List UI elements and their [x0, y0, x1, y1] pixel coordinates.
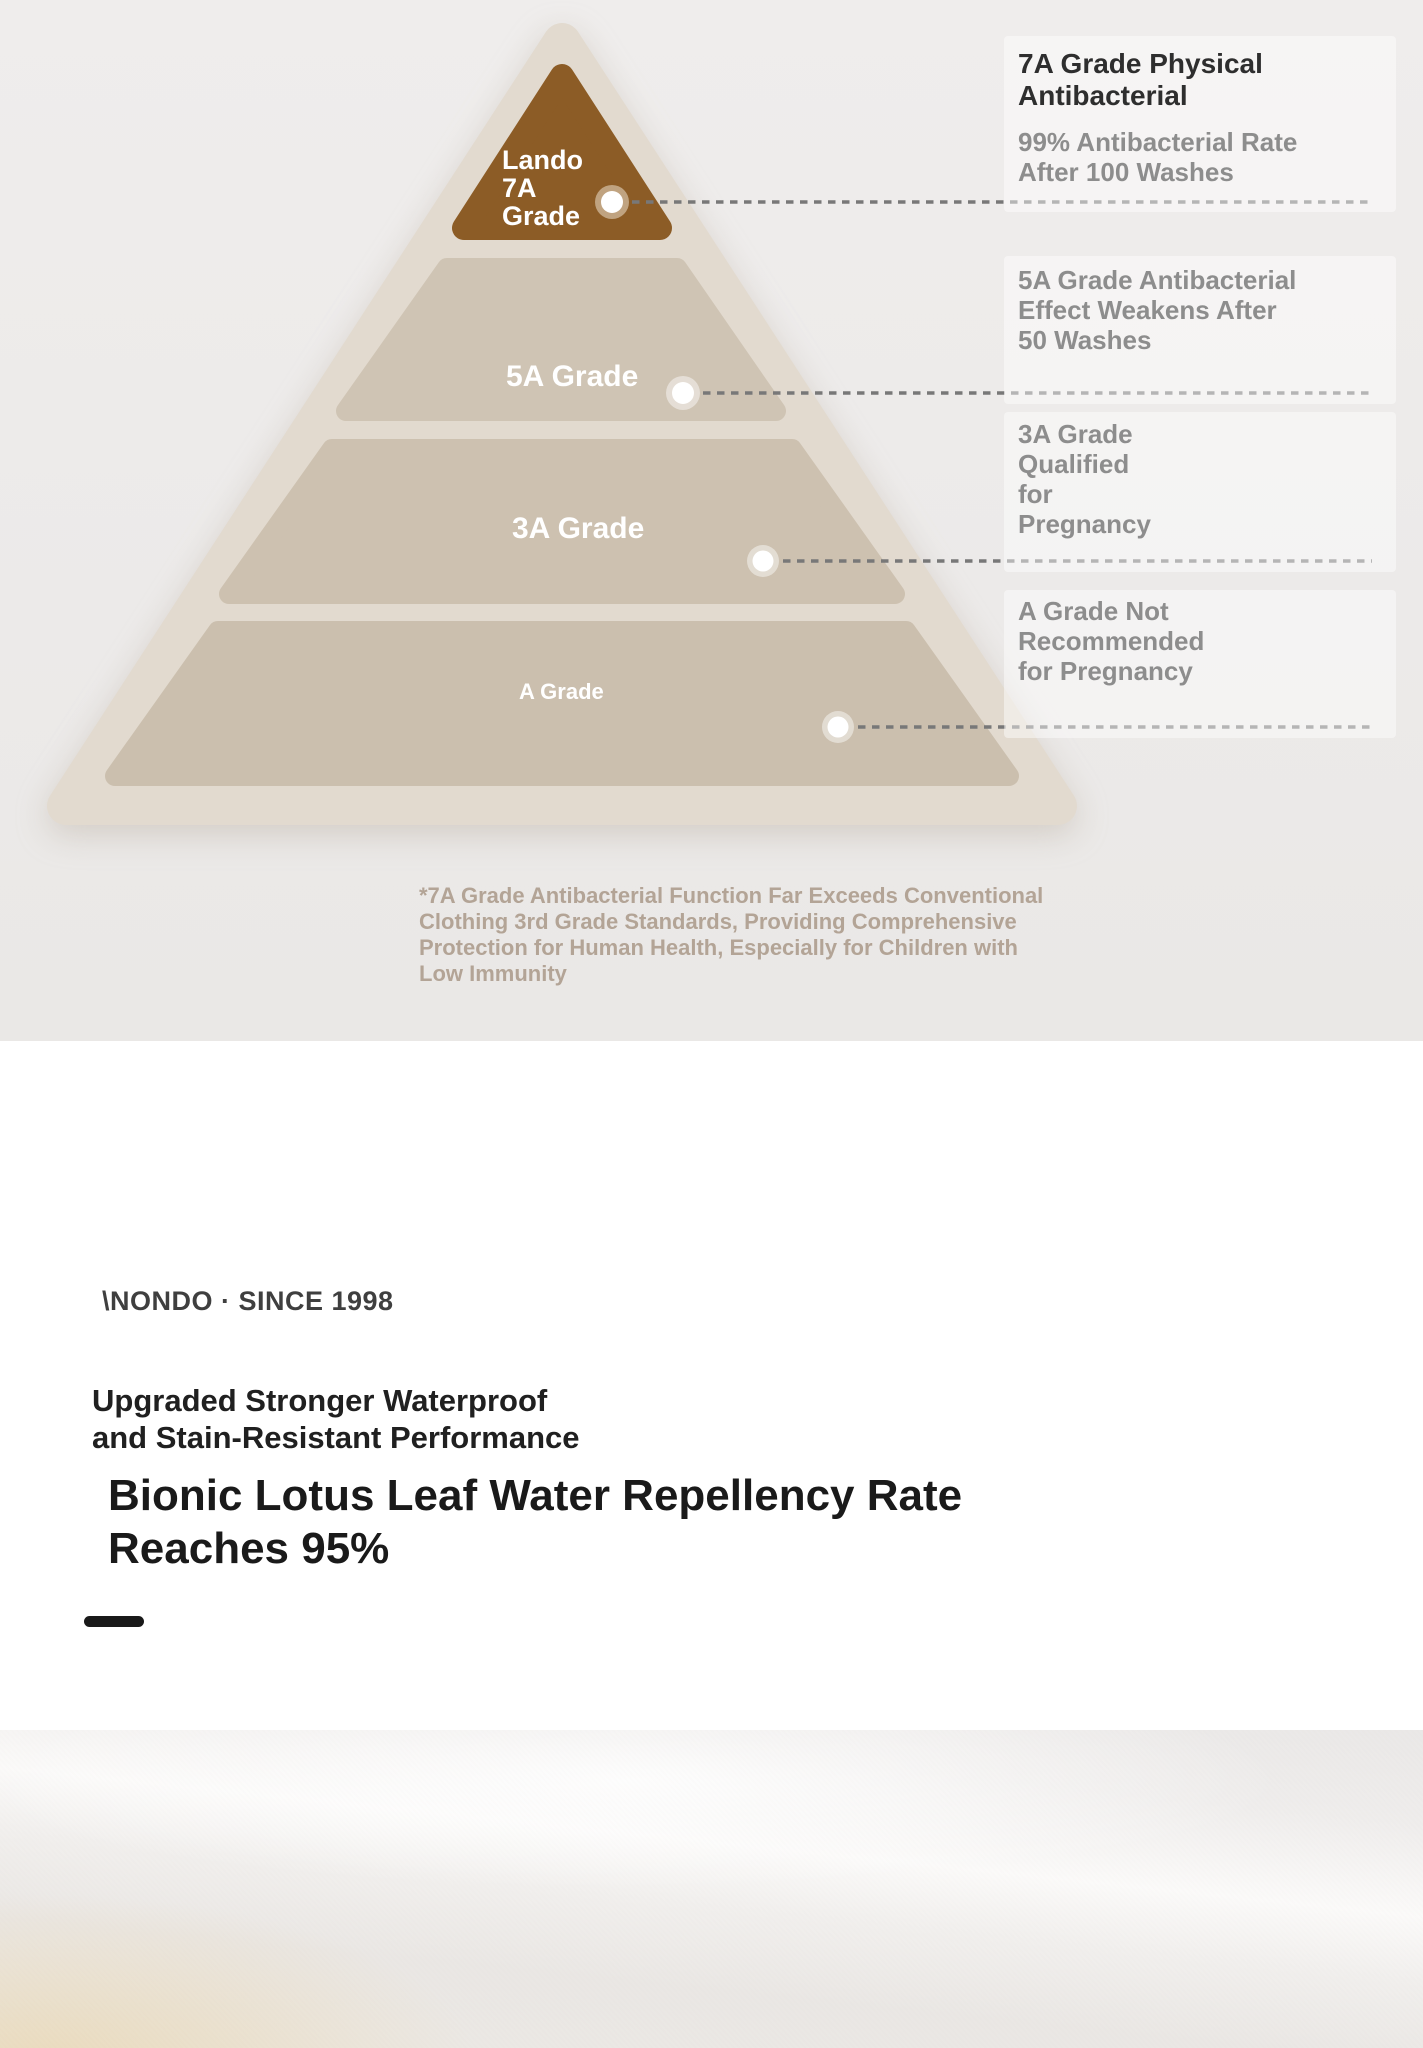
footnote-line4: Low Immunity: [419, 960, 567, 986]
tier-7a-label-line1: Lando: [502, 145, 583, 175]
annotation-a-desc-line2: Recommended: [1018, 625, 1205, 656]
annotation-a-desc-line1: A Grade Not: [1018, 596, 1169, 626]
annotation-7a-desc-line2: After 100 Washes: [1018, 156, 1234, 187]
tier-5a-label: 5A Grade: [506, 360, 639, 393]
annotation-3a-desc-line3: for: [1018, 478, 1053, 509]
section-subheading: [108, 1470, 962, 1576]
footnote: [419, 883, 1043, 987]
annotation-7a-title-line2: Antibacterial: [1018, 80, 1188, 112]
tier-7a-label-line3: Grade: [502, 201, 581, 232]
section-heading-line2: and Stain-Resistant Performance: [92, 1420, 580, 1456]
tier-3a-label: 3A Grade: [512, 512, 645, 545]
footnote-line2: Clothing 3rd Grade Standards, Providing Comprehensive: [419, 908, 1017, 934]
section-heading: [92, 1382, 580, 1456]
annotation-5a: [1018, 266, 1296, 356]
grade-dot-7a: [595, 185, 629, 219]
annotation-5a-desc-line2: Effect Weakens After: [1018, 294, 1277, 325]
annotation-7a-title-line1: 7A Grade Physical: [1018, 48, 1263, 79]
annotation-a: [1018, 597, 1204, 687]
footnote-line3: Protection for Human Health, Especially for Children with: [419, 934, 1018, 960]
annotation-3a-desc-line4: Pregnancy: [1018, 508, 1151, 539]
annotation-3a: [1018, 420, 1151, 540]
grade-dot-5a: [666, 376, 700, 410]
brand-logo-text: \NONDO · SINCE 1998: [102, 1286, 394, 1316]
annotation-5a-desc-line1: 5A Grade Antibacterial: [1018, 265, 1297, 295]
annotation-3a-desc-line1: 3A Grade: [1018, 419, 1133, 449]
grade-dot-a: [822, 711, 854, 743]
section-subheading-line1: Bionic Lotus Leaf Water Repellency Rate: [108, 1471, 963, 1520]
section-heading-line1: Upgraded Stronger Waterproof: [92, 1383, 548, 1418]
annotation-a-desc-line3: for Pregnancy: [1018, 655, 1193, 686]
tier-a-label: A Grade: [519, 679, 604, 704]
footnote-line1: *7A Grade Antibacterial Function Far Exceeds Conventional: [419, 883, 1044, 908]
grade-dot-3a: [747, 545, 779, 577]
annotation-7a-desc-line1: 99% Antibacterial Rate: [1018, 126, 1298, 157]
annotation-3a-desc-line2: Qualified: [1018, 448, 1130, 479]
annotation-5a-desc-line3: 50 Washes: [1018, 324, 1152, 355]
annotation-7a: [1018, 48, 1297, 188]
section-subheading-line2: Reaches 95%: [108, 1523, 390, 1573]
tier-7a-label-line2: 7A: [502, 173, 537, 204]
accent-dash: [84, 1616, 144, 1627]
tier-7a-label: [502, 146, 583, 230]
fabric-photo: [0, 1730, 1423, 2048]
waterproof-marketing-section: [0, 1041, 1423, 1730]
